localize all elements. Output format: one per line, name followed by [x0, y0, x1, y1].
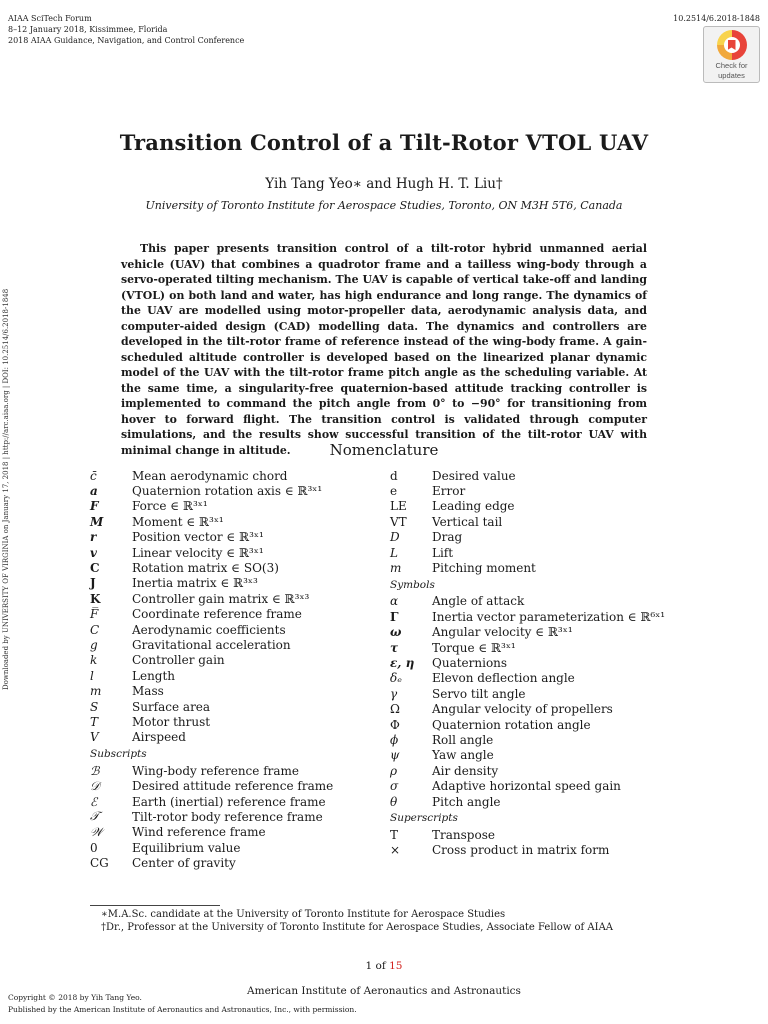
nomenclature-description: Yaw angle: [432, 748, 494, 763]
nomenclature-row: [90, 530, 390, 545]
nomenclature-row: [390, 530, 690, 545]
nomenclature-symbol: γ: [390, 686, 398, 701]
copyright-line: Copyright © 2018 by Yih Tang Yeo.: [8, 993, 142, 1002]
nomenclature-symbol: c̄: [90, 468, 97, 483]
nomenclature-symbol: 𝒟: [90, 778, 100, 793]
nomenclature-symbol: T: [90, 714, 99, 729]
nomenclature-symbol: m: [90, 684, 102, 699]
nomenclature-symbol: α: [390, 594, 399, 609]
nomenclature-row: [90, 809, 390, 824]
nomenclature-description: Length: [132, 668, 176, 683]
nomenclature-row: [390, 514, 690, 529]
nomenclature-row: [90, 714, 390, 729]
nomenclature-symbol: 𝒯: [90, 809, 100, 824]
nomenclature-row: [390, 499, 690, 514]
nomenclature-description: Mass: [132, 684, 164, 699]
nomenclature-symbol: S: [90, 699, 99, 714]
nomenclature-description: Lift: [432, 545, 454, 560]
nomenclature-row: [90, 514, 390, 529]
nomenclature-row: [90, 730, 390, 745]
nomenclature-description: Drag: [432, 530, 463, 545]
conference-header: [8, 13, 244, 46]
paper-title: Transition Control of a Tilt-Rotor VTOL UAV: [119, 130, 649, 155]
nomenclature-description: Error: [432, 484, 466, 499]
doi-label: 10.2514/6.2018-1848: [673, 14, 760, 23]
nomenclature-symbol: g: [90, 637, 98, 652]
nomenclature-symbol: J: [90, 576, 96, 591]
nomenclature-symbol: F: [90, 499, 99, 514]
footnote: †Dr., Professor at the University of Toronto Institute for Aerospace Studies, Associate Fellow of AIAA: [101, 922, 614, 933]
nomenclature-symbol: Γ: [390, 609, 399, 624]
nomenclature-description: Moment ∈ ℝ³ˣ¹: [132, 514, 224, 529]
nomenclature-row: [390, 671, 690, 686]
nomenclature-row: [90, 499, 390, 514]
authors: Yih Tang Yeo∗ and Hugh H. T. Liu†: [265, 176, 503, 192]
nomenclature-row: [90, 622, 390, 637]
nomenclature-symbol: m: [390, 561, 402, 576]
nomenclature-description: Aerodynamic coefficients: [132, 622, 286, 637]
nomenclature-row: [390, 594, 690, 609]
nomenclature-symbol: VT: [390, 514, 407, 529]
nomenclature-row: [90, 778, 390, 793]
nomenclature-symbol: Ω: [390, 702, 400, 717]
nomenclature-symbol: σ: [390, 779, 399, 794]
nomenclature-row: [90, 668, 390, 683]
footnote: ∗M.A.Sc. candidate at the University of Toronto Institute for Aerospace Studies: [101, 909, 506, 920]
nomenclature-right-column: [390, 468, 690, 858]
nomenclature-section-heading: Superscripts: [390, 812, 458, 825]
nomenclature-row: [390, 625, 690, 640]
nomenclature-symbol: τ: [390, 640, 399, 655]
nomenclature-symbol: ω: [390, 625, 402, 640]
nomenclature-description: Elevon deflection angle: [432, 671, 575, 686]
nomenclature-description: Motor thrust: [132, 714, 211, 729]
nomenclature-description: Pitching moment: [432, 561, 536, 576]
copyright-notice: [8, 992, 357, 1016]
nomenclature-description: Controller gain matrix ∈ ℝ³ˣ³: [132, 591, 310, 606]
footnote-rule: [90, 905, 220, 906]
nomenclature-row: [390, 468, 690, 483]
nomenclature-symbol: Φ: [390, 717, 400, 732]
nomenclature-row: [390, 545, 690, 560]
nomenclature-symbol: 𝒲: [90, 824, 103, 839]
nomenclature-row: [390, 640, 690, 655]
nomenclature-symbol: ×: [390, 843, 401, 858]
nomenclature-row: [390, 609, 690, 624]
nomenclature-row: [90, 468, 390, 483]
nomenclature-description: Angle of attack: [432, 594, 525, 609]
nomenclature-description: Quaternion rotation axis ∈ ℝ³ˣ¹: [132, 484, 323, 499]
nomenclature-row: [90, 653, 390, 668]
nomenclature-symbol: D: [390, 530, 400, 545]
nomenclature-symbol: L: [390, 545, 398, 560]
nomenclature-description: Inertia matrix ∈ ℝ³ˣ³: [132, 576, 258, 591]
nomenclature-row: [90, 794, 390, 809]
nomenclature-row: [90, 637, 390, 652]
nomenclature-symbol: LE: [390, 499, 407, 514]
nomenclature-description: Adaptive horizontal speed gain: [432, 779, 621, 794]
nomenclature-description: Transpose: [432, 827, 495, 842]
nomenclature-row: [390, 748, 690, 763]
nomenclature-symbol: C: [90, 622, 100, 637]
nomenclature-description: Torque ∈ ℝ³ˣ¹: [432, 640, 516, 655]
footnotes: [101, 908, 613, 934]
nomenclature-description: Air density: [432, 763, 499, 778]
conference-line: AIAA SciTech Forum: [8, 14, 92, 23]
nomenclature-description: Center of gravity: [132, 856, 236, 871]
nomenclature-row: [390, 794, 690, 809]
conference-line: 8–12 January 2018, Kissimmee, Florida: [8, 25, 168, 34]
nomenclature-description: Equilibrium value: [132, 840, 241, 855]
nomenclature-description: Gravitational acceleration: [132, 637, 291, 652]
nomenclature-description: Linear velocity ∈ ℝ³ˣ¹: [132, 545, 264, 560]
nomenclature-row: [390, 655, 690, 670]
copyright-line: Published by the American Institute of Aeronautics and Astronautics, Inc., with permission.: [8, 1005, 357, 1014]
nomenclature-description: Pitch angle: [432, 794, 501, 809]
nomenclature-heading: Nomenclature: [329, 441, 439, 459]
nomenclature-symbol: ψ: [390, 748, 400, 763]
nomenclature-left-column: [90, 468, 390, 871]
page-of: of: [372, 960, 390, 972]
nomenclature-row: [90, 560, 390, 575]
nomenclature-description: Coordinate reference frame: [132, 607, 302, 622]
nomenclature-row: [390, 483, 690, 498]
nomenclature-section-heading: Subscripts: [90, 748, 147, 761]
nomenclature-description: Cross product in matrix form: [432, 843, 610, 858]
nomenclature-symbol: ϕ: [390, 732, 399, 747]
page-current: 1: [365, 960, 373, 972]
nomenclature-row: [90, 545, 390, 560]
nomenclature-symbol: CG: [90, 856, 109, 871]
nomenclature-row: [390, 717, 690, 732]
nomenclature-symbol: k: [90, 653, 98, 668]
nomenclature-row: [90, 483, 390, 498]
nomenclature-description: Angular velocity ∈ ℝ³ˣ¹: [432, 625, 573, 640]
nomenclature-symbol: F̅: [90, 607, 99, 622]
nomenclature-symbol: d: [390, 468, 398, 483]
nomenclature-description: Earth (inertial) reference frame: [132, 794, 326, 809]
nomenclature-symbol: ε, η: [390, 655, 415, 670]
nomenclature-description: Roll angle: [432, 732, 494, 747]
nomenclature-description: Leading edge: [432, 499, 515, 514]
abstract: This paper presents transition control of a tilt-rotor hybrid unmanned aerial vehicle (UAV) that combines a quadrotor frame and a tailless wing-body through a servo-operated tilting mechanism. The UAV is capable of vertical take-off and landing (VTOL) on both land and water, has high endurance and long range. The dynamics of the UAV are modelled using motor-propeller data, aerodynamic analysis data, and computer-aided design (CAD) modelling data. The dynamics and controllers are developed in the tilt-rotor frame of reference instead of the wing-body frame. A gain-scheduled altitude controller is developed based on the linearized planar dynamic model of the UAV with the tilt-rotor frame pitch angle as the scheduling variable. At the same time, a singularity-free quaternion-based attitude tracking controller is implemented to command the pitch angle from 0° to −90° for transitioning from hover to forward flight. The transition control is validated through computer simulations, and the results show successful transition of the tilt-rotor UAV with minimal change in altitude.: [121, 242, 647, 457]
page-number: [0, 960, 768, 972]
nomenclature-description: Mean aerodynamic chord: [132, 468, 288, 483]
affiliation: University of Toronto Institute for Aerospace Studies, Toronto, ON M3H 5T6, Canada: [145, 199, 623, 212]
nomenclature-symbol: l: [90, 668, 94, 683]
nomenclature-row: [390, 827, 690, 842]
nomenclature-symbol: M: [90, 514, 104, 529]
check-for-updates-button[interactable]: [703, 26, 760, 83]
nomenclature-row: [90, 763, 390, 778]
nomenclature-description: Servo tilt angle: [432, 686, 526, 701]
nomenclature-symbol: ℰ: [90, 794, 98, 809]
nomenclature-row: [390, 701, 690, 716]
badge-label-2: updates: [718, 71, 745, 80]
nomenclature-row: [90, 855, 390, 870]
nomenclature-row: [90, 576, 390, 591]
nomenclature-row: [90, 699, 390, 714]
nomenclature-description: Airspeed: [132, 730, 186, 745]
nomenclature-description: Desired attitude reference frame: [132, 779, 334, 794]
nomenclature-symbol: T: [390, 827, 399, 842]
nomenclature-row: [390, 843, 690, 858]
nomenclature-description: Quaternion rotation angle: [432, 717, 591, 732]
conference-line: 2018 AIAA Guidance, Navigation, and Control Conference: [8, 36, 245, 45]
nomenclature-symbol: θ: [390, 794, 398, 809]
nomenclature-description: Wind reference frame: [132, 825, 266, 840]
nomenclature-row: [90, 607, 390, 622]
nomenclature-description: Desired value: [432, 468, 516, 483]
nomenclature-row: [390, 732, 690, 747]
nomenclature-section-heading: Symbols: [390, 578, 435, 591]
nomenclature-description: Wing-body reference frame: [132, 763, 300, 778]
nomenclature-symbol: C: [90, 561, 100, 576]
nomenclature-row: [90, 840, 390, 855]
nomenclature-symbol: δₑ: [390, 671, 402, 686]
page-total-link[interactable]: 15: [389, 960, 403, 972]
nomenclature-description: Quaternions: [432, 655, 508, 670]
nomenclature-symbol: v: [90, 545, 97, 560]
nomenclature-symbol: r: [90, 530, 97, 545]
nomenclature-description: Controller gain: [132, 653, 225, 668]
nomenclature-row: [390, 560, 690, 575]
nomenclature-row: [90, 825, 390, 840]
nomenclature-description: Vertical tail: [432, 514, 503, 529]
download-stamp: Downloaded by UNIVERSITY OF VIRGINIA on January 17, 2018 | http://arc.aiaa.org | DOI: 10.2514/6.2018-1848: [2, 288, 10, 690]
nomenclature-description: Position vector ∈ ℝ³ˣ¹: [132, 530, 264, 545]
nomenclature-description: Surface area: [132, 699, 211, 714]
nomenclature-row: [390, 778, 690, 793]
nomenclature-description: Angular velocity of propellers: [432, 702, 613, 717]
badge-label-1: Check for: [715, 61, 748, 70]
nomenclature-symbol: ρ: [390, 763, 398, 778]
nomenclature-row: [90, 591, 390, 606]
nomenclature-symbol: ℬ: [90, 763, 100, 778]
nomenclature-row: [390, 763, 690, 778]
nomenclature-symbol: 0: [90, 840, 98, 855]
nomenclature-description: Tilt-rotor body reference frame: [132, 809, 323, 824]
footer-organization: American Institute of Aeronautics and Astronautics: [247, 985, 521, 997]
nomenclature-description: Rotation matrix ∈ SO(3): [132, 561, 279, 576]
nomenclature-row: [90, 683, 390, 698]
nomenclature-symbol: V: [90, 730, 99, 745]
crossmark-icon: [717, 30, 747, 60]
nomenclature-description: Inertia vector parameterization ∈ ℝ⁶ˣ¹: [432, 609, 666, 624]
nomenclature-symbol: K: [90, 591, 101, 606]
nomenclature-row: [390, 686, 690, 701]
nomenclature-symbol: a: [90, 484, 98, 499]
nomenclature-symbol: e: [390, 484, 398, 499]
nomenclature-description: Force ∈ ℝ³ˣ¹: [132, 499, 208, 514]
